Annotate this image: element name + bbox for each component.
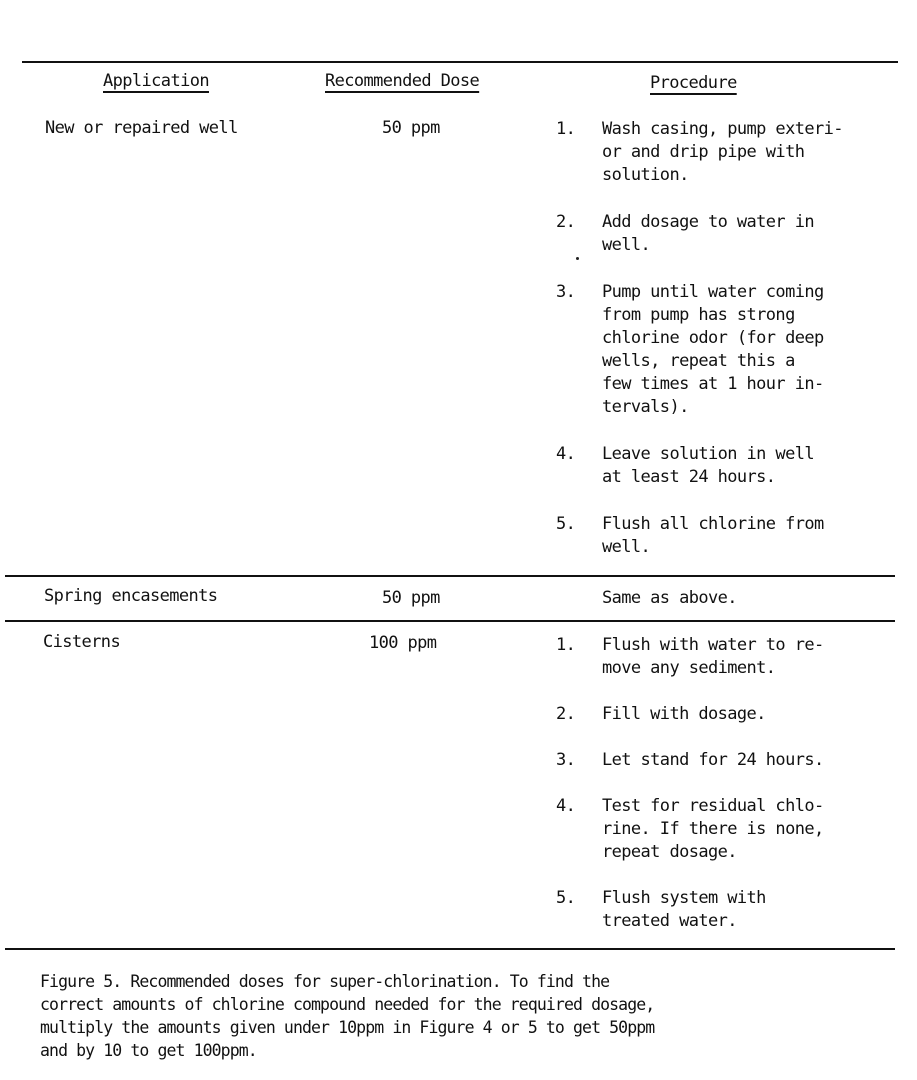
row-divider <box>5 575 895 577</box>
procedure-step <box>556 211 896 257</box>
step-number: 4. <box>556 796 576 816</box>
step-line: few times at 1 hour in- <box>602 374 824 394</box>
step-line: Flush system with <box>602 888 766 908</box>
step-text <box>602 795 824 864</box>
step-line: solution. <box>602 165 689 185</box>
procedure-step <box>556 443 896 489</box>
header-procedure: Procedure <box>650 73 737 93</box>
step-line: move any sediment. <box>602 658 776 678</box>
step-number: 1. <box>556 119 576 139</box>
step-line: Let stand for 24 hours. <box>602 750 824 770</box>
procedure-steps <box>556 118 896 559</box>
header-recommended-dose: Recommended Dose <box>325 71 480 91</box>
caption-line: and by 10 to get 100ppm. <box>40 1041 257 1060</box>
step-number: 2. <box>556 704 576 724</box>
procedure-step <box>556 513 896 559</box>
procedure-step <box>556 749 896 772</box>
caption-line: Figure 5. Recommended doses for super-chlorination. To find the <box>40 972 610 991</box>
step-line: wells, repeat this a <box>602 351 795 371</box>
step-number: 5. <box>556 888 576 908</box>
application-cell: Cisterns <box>43 632 121 652</box>
procedure-steps <box>556 634 896 933</box>
table-bottom-rule <box>5 948 895 950</box>
figure-caption <box>40 970 654 1062</box>
step-line: Flush with water to re- <box>602 635 824 655</box>
step-text <box>602 634 824 680</box>
procedure-step <box>556 887 896 933</box>
step-line: Test for residual chlo- <box>602 796 824 816</box>
step-number: 3. <box>556 750 576 770</box>
step-line: treated water. <box>602 911 737 931</box>
step-line: Pump until water coming <box>602 282 824 302</box>
dose-cell: 50 ppm <box>382 118 440 138</box>
step-text <box>602 211 814 257</box>
step-text <box>602 749 824 772</box>
step-number: 4. <box>556 444 576 464</box>
step-line: rine. If there is none, <box>602 819 824 839</box>
step-text <box>602 443 814 489</box>
caption-line: multiply the amounts given under 10ppm in Figure 4 or 5 to get 50ppm <box>40 1018 655 1037</box>
step-line: chlorine odor (for deep <box>602 328 824 348</box>
step-text <box>602 513 824 559</box>
dose-cell: 100 ppm <box>369 633 437 653</box>
step-line: at least 24 hours. <box>602 467 776 487</box>
procedure-cell: Same as above. <box>602 588 737 608</box>
step-number: 2. <box>556 212 576 232</box>
procedure-step <box>556 118 896 187</box>
step-line: well. <box>602 235 651 255</box>
step-text <box>602 703 766 726</box>
step-line: tervals). <box>602 397 689 417</box>
step-text <box>602 887 766 933</box>
step-line: well. <box>602 537 651 557</box>
application-cell: Spring encasements <box>44 586 218 606</box>
step-text <box>602 118 843 187</box>
step-line: repeat dosage. <box>602 842 737 862</box>
step-line: or and drip pipe with <box>602 142 805 162</box>
row-divider <box>5 620 895 622</box>
step-line: Leave solution in well <box>602 444 814 464</box>
step-line: Wash casing, pump exteri- <box>602 119 843 139</box>
procedure-step <box>556 795 896 864</box>
header-application: Application <box>103 71 209 91</box>
procedure-step <box>556 281 896 419</box>
caption-line: correct amounts of chlorine compound needed for the required dosage, <box>40 995 655 1014</box>
step-number: 5. <box>556 514 576 534</box>
step-number: 1. <box>556 635 576 655</box>
table-top-rule <box>22 61 898 63</box>
stray-mark <box>576 257 579 260</box>
procedure-step <box>556 703 896 726</box>
step-line: Add dosage to water in <box>602 212 814 232</box>
procedure-step <box>556 634 896 680</box>
dose-cell: 50 ppm <box>382 588 440 608</box>
step-line: Fill with dosage. <box>602 704 766 724</box>
step-line: Flush all chlorine from <box>602 514 824 534</box>
step-text <box>602 281 824 419</box>
application-cell: New or repaired well <box>45 118 238 138</box>
step-number: 3. <box>556 282 576 302</box>
step-line: from pump has strong <box>602 305 795 325</box>
